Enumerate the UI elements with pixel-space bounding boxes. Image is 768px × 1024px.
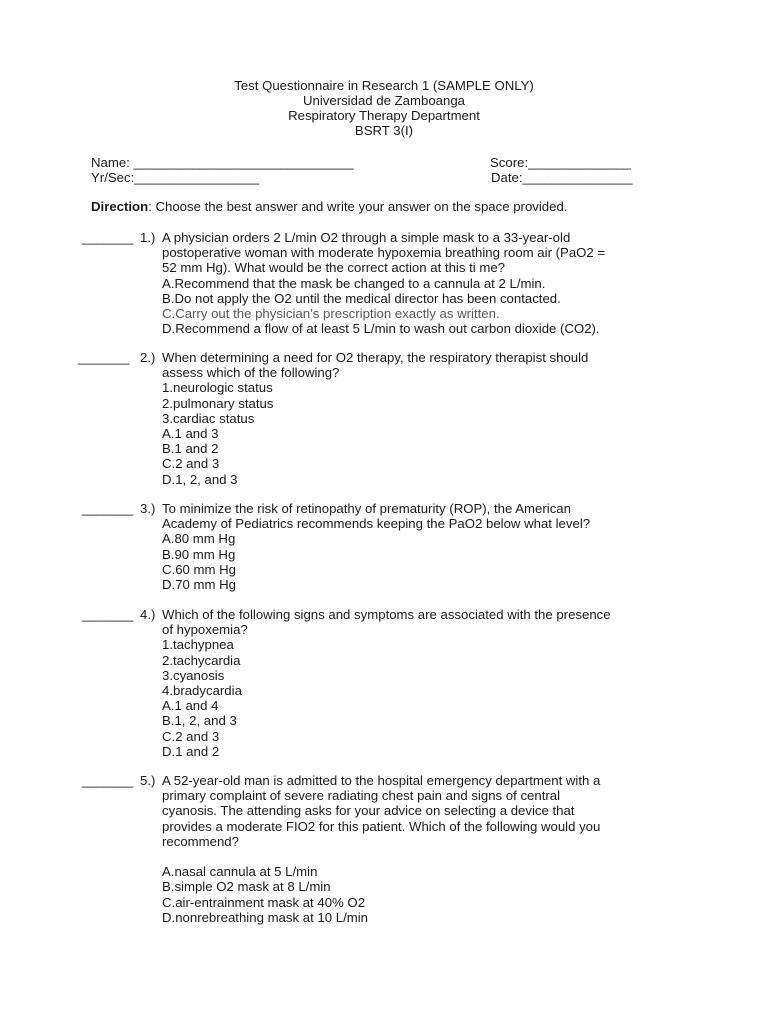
list-item: 3.cyanosis <box>162 667 225 683</box>
question-number: 4.) <box>140 607 156 622</box>
list-item: 2.tachycardia <box>162 652 241 668</box>
question-body <box>162 773 600 925</box>
answer-option: A.1 and 3 <box>162 426 219 442</box>
question-number: 3.) <box>140 501 156 516</box>
question-body <box>162 501 590 592</box>
direction-text: : Choose the best answer and write your answer on the space provided. <box>148 199 568 214</box>
answer-option: D.Recommend a flow of at least 5 L/min to wash out carbon dioxide (CO2). <box>162 321 600 337</box>
answer-blank[interactable]: _______ <box>82 501 134 516</box>
direction <box>91 199 567 214</box>
answer-blank[interactable]: _______ <box>82 230 134 245</box>
question-text: When determining a need for O2 therapy, the respiratory therapist should <box>162 350 589 365</box>
answer-option: C.2 and 3 <box>162 728 220 744</box>
answer-option: C.air-entrainment mask at 40% O2 <box>162 894 366 910</box>
answer-option: C.60 mm Hg <box>162 561 237 577</box>
answer-option: A.nasal cannula at 5 L/min <box>162 864 318 880</box>
document-title: Test Questionnaire in Research 1 (SAMPLE ONLY) <box>234 78 534 93</box>
direction-label: Direction <box>91 199 149 214</box>
question-text: A 52-year-old man is admitted to the hospital emergency department with a <box>162 773 601 788</box>
score-field[interactable]: Score:______________ <box>490 155 631 170</box>
list-item: 4.bradycardia <box>162 683 242 699</box>
question-text <box>162 849 600 864</box>
question-text: A physician orders 2 L/min O2 through a simple mask to a 33-year-old <box>162 230 571 245</box>
question-text: 52 mm Hg). What would be the correct action at this ti me? <box>162 260 506 276</box>
document-header <box>0 78 768 138</box>
date-field[interactable]: Date:_______________ <box>491 170 633 185</box>
question-text: of hypoxemia? <box>162 622 248 638</box>
question-text: provides a moderate FIO2 for this patient. Which of the following would you <box>162 818 601 834</box>
list-item: 2.pulmonary status <box>162 395 274 411</box>
question-body <box>162 607 611 759</box>
question-text: recommend? <box>162 833 239 849</box>
name-field[interactable]: Name: ______________________________ <box>91 155 354 170</box>
school-name: Universidad de Zamboanga <box>302 93 465 108</box>
answer-option: D.70 mm Hg <box>162 577 237 593</box>
list-item: 1.neurologic status <box>162 380 273 396</box>
answer-blank[interactable]: _______ <box>82 773 134 788</box>
answer-option: B.1 and 2 <box>162 441 219 457</box>
answer-option: B.1, 2, and 3 <box>162 713 237 729</box>
question-text: To minimize the risk of retinopathy of prematurity (ROP), the American <box>162 501 571 516</box>
answer-option: A.Recommend that the mask be changed to a cannula at 2 L/min. <box>162 275 546 291</box>
question-number: 5.) <box>140 773 156 788</box>
answer-option: D.1 and 2 <box>162 743 220 759</box>
question-body <box>162 230 605 336</box>
answer-blank[interactable]: _______ <box>82 607 134 622</box>
question-number: 1.) <box>140 230 156 245</box>
question-text: Which of the following signs and symptoms are associated with the presence <box>162 607 611 622</box>
question-text: cyanosis. The attending asks for your advice on selecting a device that <box>162 803 575 819</box>
answer-option: C.Carry out the physician’s prescription exactly as written. <box>162 306 500 322</box>
answer-option: D.nonrebreathing mask at 10 L/min <box>162 909 368 925</box>
answer-option: B.90 mm Hg <box>162 546 236 562</box>
answer-blank[interactable]: _______ <box>78 350 130 365</box>
question-text: assess which of the following? <box>162 365 340 381</box>
yrsec-field[interactable]: Yr/Sec:_________________ <box>91 170 259 185</box>
question-number: 2.) <box>140 350 156 365</box>
answer-option: A.80 mm Hg <box>162 531 236 547</box>
question-text: primary complaint of severe radiating chest pain and signs of central <box>162 788 561 804</box>
question-body <box>162 350 588 487</box>
question-text: postoperative woman with moderate hypoxemia breathing room air (PaO2 = <box>162 245 606 261</box>
answer-option: A.1 and 4 <box>162 698 219 714</box>
department-name: Respiratory Therapy Department <box>288 108 480 123</box>
answer-option: D.1, 2, and 3 <box>162 471 238 487</box>
answer-option: C.2 and 3 <box>162 456 220 472</box>
question-text: Academy of Pediatrics recommends keeping the PaO2 below what level? <box>162 516 591 532</box>
answer-option: B.Do not apply the O2 until the medical director has been contacted. <box>162 290 561 306</box>
list-item: 1.tachypnea <box>162 637 234 653</box>
section-name: BSRT 3(I) <box>354 123 414 138</box>
answer-option: B.simple O2 mask at 8 L/min <box>162 879 331 895</box>
list-item: 3.cardiac status <box>162 410 255 426</box>
